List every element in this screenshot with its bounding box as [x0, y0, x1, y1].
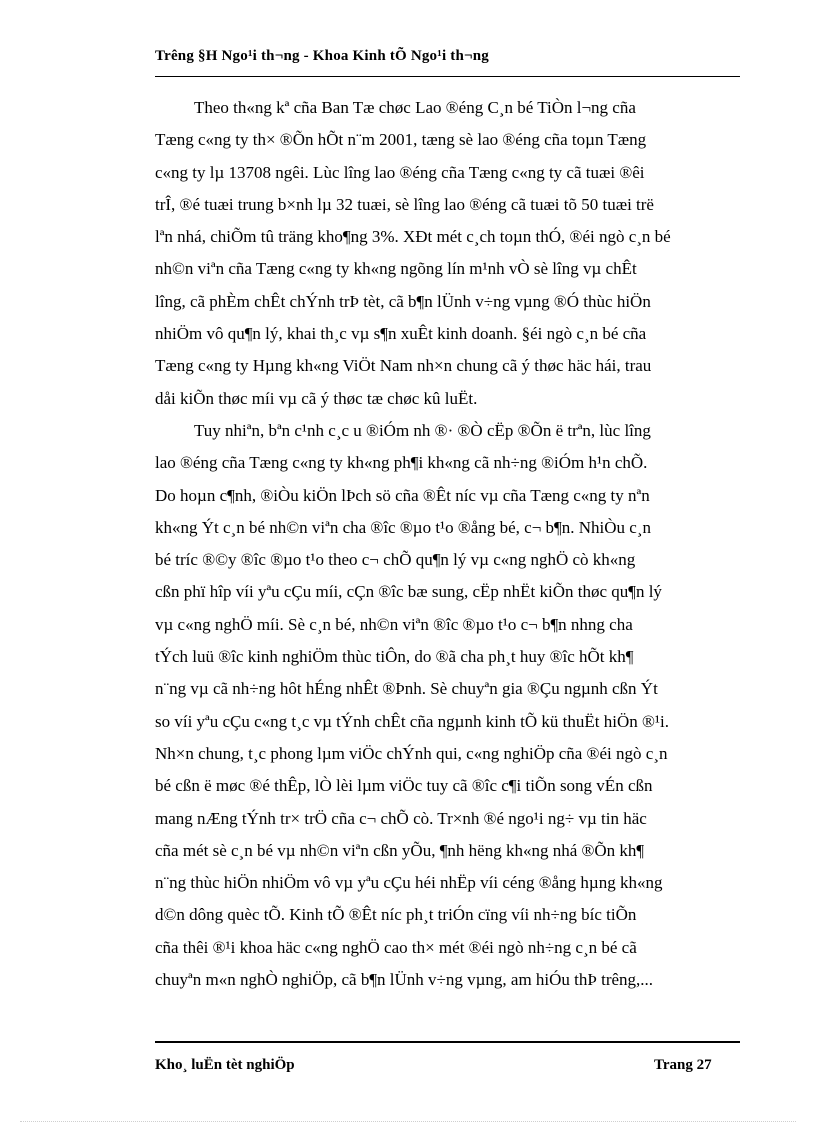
text-line: d©n dông quèc tÕ. Kinh tÕ ®Êt níc ph¸t triÓn cïng víi nh÷ng bíc tiÕn: [155, 905, 637, 925]
text-line: nh©n viªn cña Tæng c«ng ty kh«ng ngõng lín m¹nh vÒ sè lîng vµ chÊt: [155, 259, 637, 279]
page-edge-divider: [20, 1121, 796, 1122]
text-line: nhiÖm vô qu¶n lý, khai th¸c vµ s¶n xuÊt kinh doanh. §éi ngò c¸n bé cña: [155, 324, 647, 344]
footer-divider: [155, 1041, 740, 1043]
text-line: lªn nhá, chiÕm tû träng kho¶ng 3%. XÐt mét c¸ch toµn thÓ, ®éi ngò c¸n bé: [155, 227, 671, 247]
text-line: bé tríc ®©y ®îc ®µo t¹o theo c¬ chÕ qu¶n lý vµ c«ng nghÖ cò kh«ng: [155, 550, 636, 570]
text-line: lao ®éng cña Tæng c«ng ty kh«ng ph¶i kh«ng cã nh÷ng ®iÓm h¹n chÕ.: [155, 453, 648, 473]
text-line: dåi kiÕn thøc míi vµ cã ý thøc tæ chøc kû luËt.: [155, 388, 478, 408]
text-line: tÝch luü ®îc kinh nghiÖm thùc tiÔn, do ®ã cha ph¸t huy ®îc hÕt kh¶: [155, 647, 634, 667]
text-line: so víi yªu cÇu c«ng t¸c vµ tÝnh chÊt cña ngµnh kinh tÕ kü thuËt hiÖn ®¹i.: [155, 711, 669, 731]
text-line: mang nÆng tÝnh tr× trÖ cña c¬ chÕ cò. Tr×nh ®é ngo¹i ng÷ vµ tin häc: [155, 808, 647, 828]
paragraph-2: [155, 415, 737, 996]
text-line: cña thêi ®¹i khoa häc c«ng nghÖ cao th× mét ®éi ngò nh÷ng c¸n bé cã: [155, 937, 637, 957]
text-line: lîng, cã phÈm chÊt chÝnh trÞ tèt, cã b¶n lÜnh v÷ng vµng ®Ó thùc hiÖn: [155, 291, 651, 311]
text-line: Tuy nhiªn, bªn c¹nh c¸c u ®iÓm nh ®· ®Ò cËp ®Õn ë trªn, lùc lîng: [194, 420, 651, 440]
text-line: Theo th«ng kª cña Ban Tæ chøc Lao ®éng C¸n bé TiÒn l¬ng cña: [194, 98, 636, 117]
text-line: chuyªn m«n nghÒ nghiÖp, cã b¶n lÜnh v÷ng vµng, am hiÓu thÞ trêng,...: [155, 970, 654, 990]
text-line: Tæng c«ng ty Hµng kh«ng ViÖt Nam nh×n chung cã ý thøc häc hái, trau: [155, 356, 652, 376]
text-line: n¨ng vµ cã nh÷ng hôt hÉng nhÊt ®Þnh. Sè chuyªn gia ®Çu ngµnh cßn Ýt: [155, 679, 658, 699]
text-line: vµ c«ng nghÖ míi. Sè c¸n bé, nh©n viªn ®îc ®µo t¹o c¬ b¶n nhng cha: [155, 614, 633, 634]
page-number: Trang 27: [654, 1057, 712, 1073]
paragraph-1: [155, 92, 737, 415]
body-text: [155, 92, 737, 996]
text-line: Tæng c«ng ty th× ®Õn hÕt n¨m 2001, tæng sè lao ®éng cña toµn Tæng: [155, 130, 647, 150]
text-line: n¨ng thùc hiÖn nhiÖm vô vµ yªu cÇu héi nhËp víi céng ®ång hµng kh«ng: [155, 873, 663, 893]
header-divider: [155, 76, 740, 77]
footer-label: Kho¸ luËn tèt nghiÖp: [155, 1057, 295, 1073]
text-line: cßn phï hîp víi yªu cÇu míi, cÇn ®îc bæ sung, cËp nhËt kiÕn thøc qu¶n lý: [155, 582, 662, 602]
page-header: Trêng §H Ngo¹i th¬ng - Khoa Kinh tÕ Ngo¹i th¬ng: [155, 48, 490, 64]
text-line: cña mét sè c¸n bé vµ nh©n viªn cßn yÕu, ¶nh hëng kh«ng nhá ®Õn kh¶: [155, 840, 645, 860]
text-line: bé cßn ë møc ®é thÊp, lÒ lèi lµm viÖc tuy cã ®îc c¶i tiÕn song vÉn cßn: [155, 776, 653, 796]
text-line: trÎ, ®é tuæi trung b×nh lµ 32 tuæi, sè lîng lao ®éng cã tuæi tõ 50 tuæi trë: [155, 194, 654, 214]
text-line: kh«ng Ýt c¸n bé nh©n viªn cha ®îc ®µo t¹o ®ång bé, c¬ b¶n. NhiÒu c¸n: [155, 517, 651, 537]
text-line: Do hoµn c¶nh, ®iÒu kiÖn lÞch sö cña ®Êt níc vµ cña Tæng c«ng ty nªn: [155, 485, 650, 505]
text-line: c«ng ty lµ 13708 ngêi. Lùc lîng lao ®éng cña Tæng c«ng ty cã tuæi ®êi: [155, 162, 645, 182]
text-line: Nh×n chung, t¸c phong lµm viÖc chÝnh qui, c«ng nghiÖp cña ®éi ngò c¸n: [155, 743, 668, 763]
